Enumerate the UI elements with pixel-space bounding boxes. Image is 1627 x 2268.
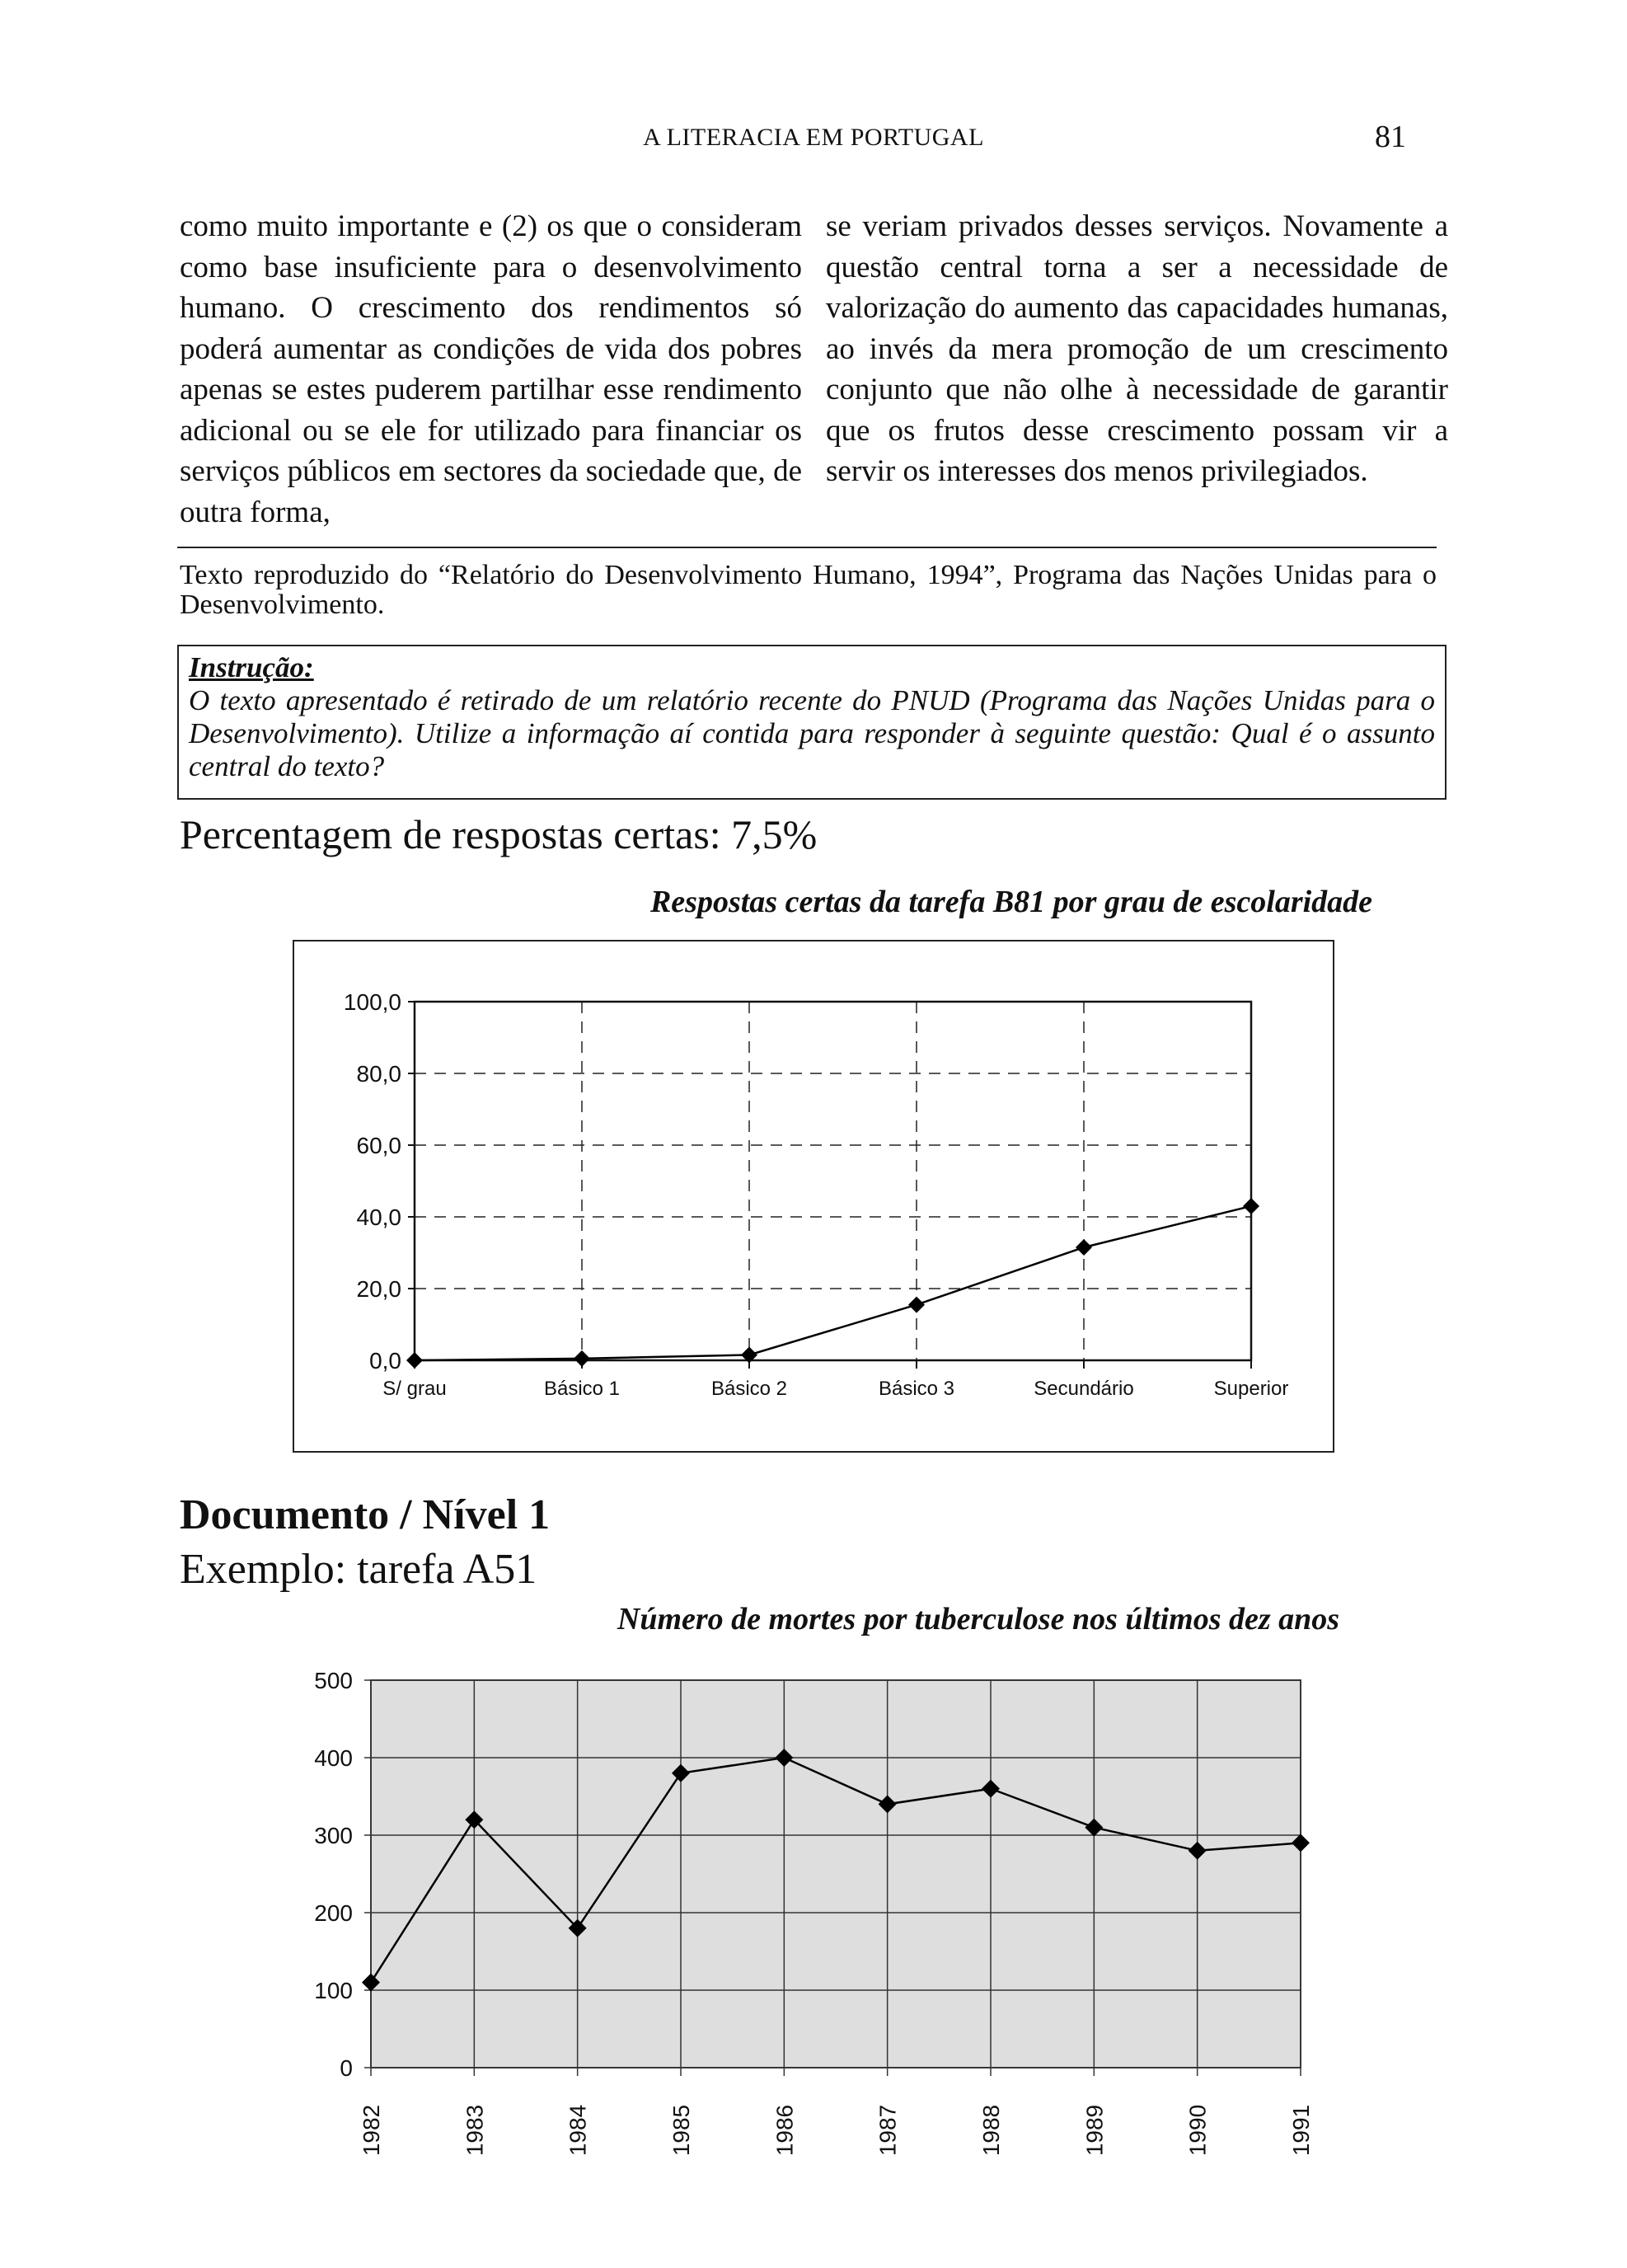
chart-2-plot-background [371, 1680, 1301, 2068]
chart-1-ytick-label: 80,0 [356, 1061, 401, 1087]
result-percentage: Percentagem de respostas certas: 7,5% [180, 811, 818, 857]
chart-2-xtick-label: 1985 [668, 2104, 694, 2157]
chart-2-xtick-label: 1986 [771, 2104, 798, 2157]
chart-2-ytick-label: 400 [314, 1745, 353, 1771]
section-heading: Documento / Nível 1 [180, 1491, 551, 1538]
body-text-left-column: como muito importante e (2) os que o consideram como base insuficiente para o desenvolvimento humano. O crescimento dos rendimentos só poderá aumentar as condições de vida dos pobres apenas se estes puderem partilhar esse rendimento adicional ou se ele for utilizado para financiar os serviços públicos em sectores da sociedade que, de outra forma, [180, 209, 802, 529]
chart-2-xtick-label: 1982 [359, 2104, 384, 2157]
chart-1-ytick-label: 100,0 [343, 989, 401, 1015]
section-divider [177, 547, 1437, 548]
chart-1-ytick-label: 20,0 [356, 1276, 401, 1302]
chart-2-ytick-label: 0 [340, 2055, 353, 2081]
chart-1-xtick-label: Secundário [1034, 1378, 1134, 1400]
chart-2-xtick-label: 1990 [1184, 2104, 1211, 2157]
chart-2-xtick-label: 1988 [978, 2104, 1004, 2157]
chart-2-title: Número de mortes por tuberculose nos últimos dez anos [617, 1602, 1340, 1636]
source-note: Texto reproduzido do “Relatório do Desenvolvimento Humano, 1994”, Programa das Nações Unidas para o Desenvolvimento. [180, 560, 1437, 620]
chart-1 [293, 940, 1335, 1453]
chart-2-ytick-label: 200 [314, 1900, 353, 1926]
chart-1-xtick-label: S/ grau [382, 1378, 447, 1400]
chart-2-xtick-label: 1989 [1081, 2104, 1108, 2157]
chart-2-xtick-label: 1984 [565, 2104, 591, 2157]
instruction-box [177, 645, 1446, 800]
chart-1-ytick-label: 60,0 [356, 1133, 401, 1158]
chart-2-ytick-label: 300 [314, 1823, 353, 1848]
chart-1-ytick-label: 0,0 [369, 1348, 401, 1373]
chart-2-ytick-label: 500 [314, 1668, 353, 1693]
body-text-right-column: se veriam privados desses serviços. Novamente a questão central torna a ser a necessidade de valorização do aumento das capacidades humanas, ao invés da mera promoção de um crescimento conjunto que não olhe à necessidade de garantir que os frutos desse crescimento possam vir a servir os interesses dos menos privilegiados. [826, 209, 1448, 488]
chart-1-title: Respostas certas da tarefa B81 por grau de escolaridade [649, 885, 1373, 919]
chart-1-frame [293, 941, 1334, 1452]
chart-1-xtick-label: Básico 2 [710, 1378, 788, 1400]
chart-1-xtick-label: Superior [1213, 1378, 1289, 1400]
example-heading: Exemplo: tarefa A51 [180, 1546, 537, 1593]
chart-2 [288, 1657, 1327, 2160]
chart-1-xtick-label: Básico 1 [543, 1378, 621, 1400]
running-title: A LITERACIA EM PORTUGAL [643, 124, 984, 151]
chart-1-xtick-label: Básico 3 [878, 1378, 955, 1400]
chart-2-ytick-label: 100 [314, 1978, 353, 2003]
chart-1-ytick-label: 40,0 [356, 1204, 401, 1230]
instruction-text: O texto apresentado é retirado de um relatório recente do PNUD (Programa das Nações Unidas para o Desenvolvimento). Utilize a informação aí contida para responder à seguinte questão: Qual é o assunto central do texto? [189, 684, 1435, 782]
page-number: 81 [1375, 120, 1406, 154]
chart-2-xtick-label: 1991 [1288, 2104, 1314, 2157]
chart-2-xtick-label: 1983 [462, 2104, 488, 2157]
instruction-label: Instrução: [189, 651, 314, 683]
chart-2-xtick-label: 1987 [874, 2104, 901, 2157]
